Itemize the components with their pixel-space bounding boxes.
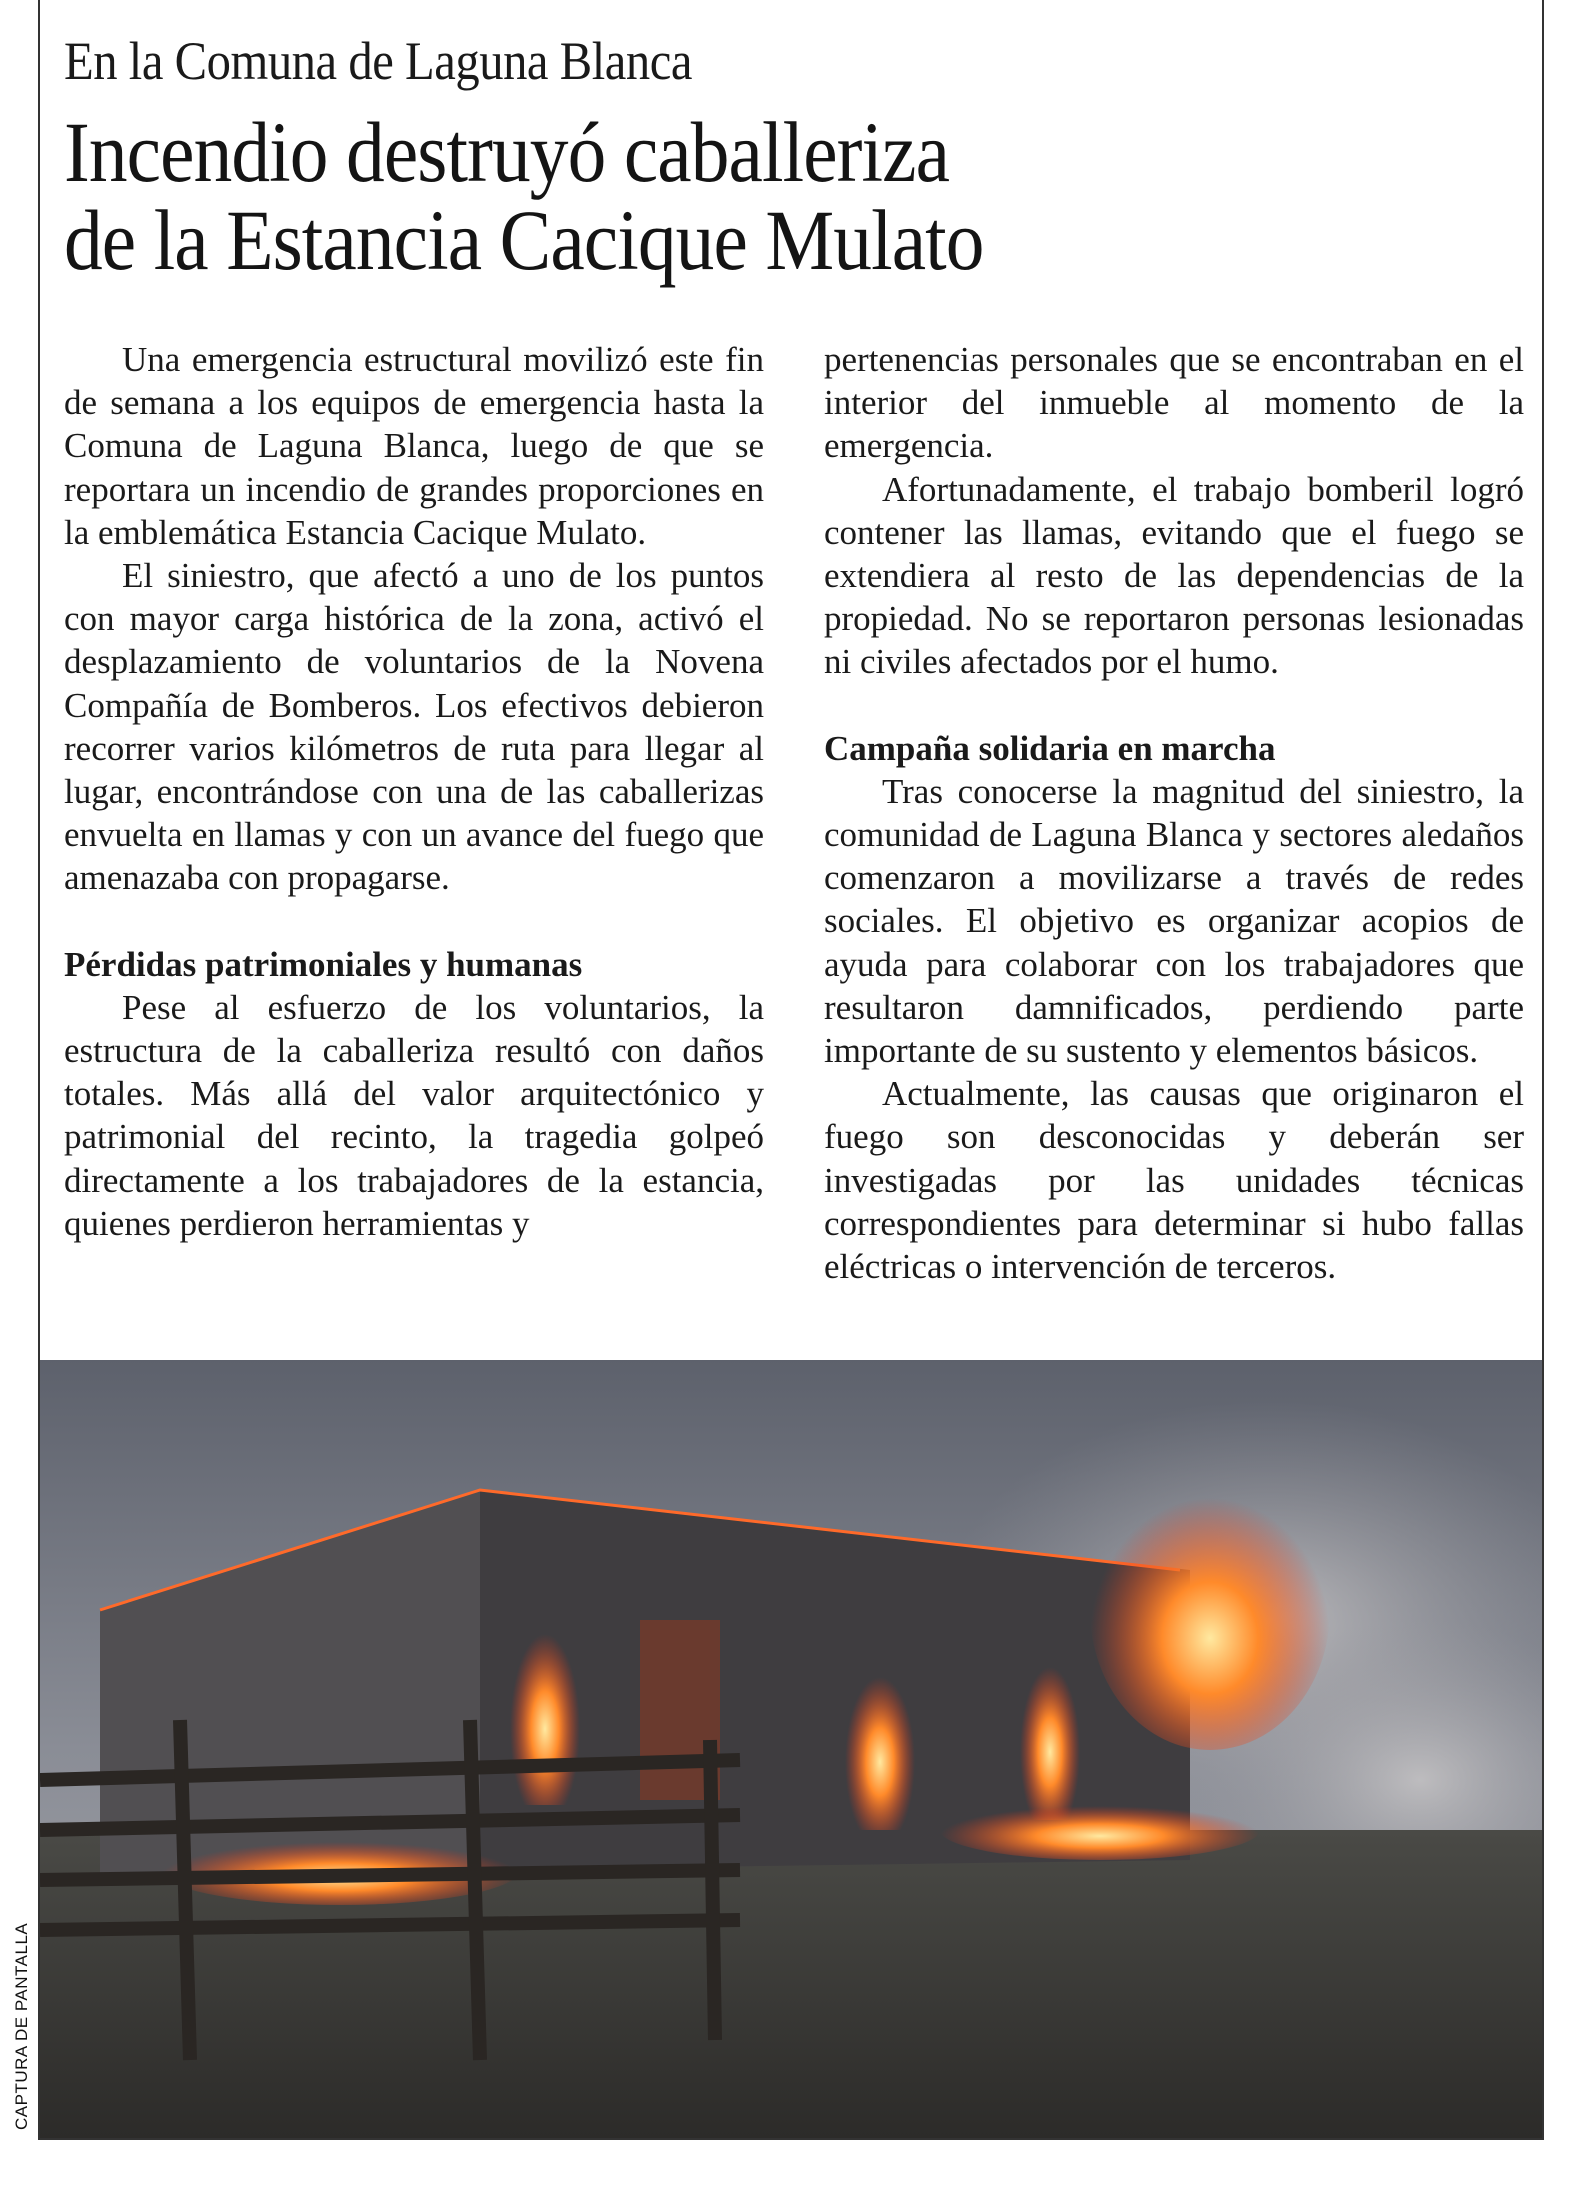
roof-blaze <box>1090 1470 1330 1750</box>
paragraph-5: Tras conocerse la magnitud del siniestro, la comunidad de Laguna Blanca y sectores aledaños comenzaron a movilizarse a través de redes sociales. El objetivo es organizar acopios de ayuda para colaborar con los trabajadores que resultaron damnificados, perdiendo parte importante de su sustento y elementos básicos. <box>824 771 1524 1071</box>
paragraph-3-continued: pertenencias personales que se encontraban en el interior del inmueble al momento de la emergencia. <box>824 340 1524 466</box>
paragraph-6: Actualmente, las causas que originaron el fuego son desconocidas y deberán ser investigadas por las unidades técnicas correspondientes para determinar si hubo fallas eléctricas o intervención de terceros. <box>824 1074 1524 1287</box>
ground-blaze <box>940 1800 1260 1860</box>
article-headline <box>64 104 1234 288</box>
left-column <box>64 338 764 1245</box>
paragraph-2: El siniestro, que afectó a uno de los puntos con mayor carga histórica de la zona, activó el desplazamiento de voluntarios de la Novena Compañía de Bomberos. Los efectivos debieron recorrer varios kilómetros de ruta para llegar al lugar, encontrándose con una de las caballerizas envuelta en llamas y con un avance del fuego que amenazaba con propagarse. <box>64 556 764 898</box>
window-fire-3 <box>1020 1650 1080 1820</box>
right-column <box>824 338 1524 1288</box>
fire-photo <box>40 1360 1542 2138</box>
photo-credit: CAPTURA DE PANTALLA <box>12 1922 31 2130</box>
subhead-campana: Campaña solidaria en marcha <box>824 728 1276 768</box>
burning-stable-illustration <box>40 1360 1542 2138</box>
paragraph-4: Afortunadamente, el trabajo bomberil logró contener las llamas, evitando que el fuego se extendiera al resto de las dependencias de la propiedad. No se reportaron personas lesionadas ni civiles afectados por el humo. <box>824 469 1524 682</box>
headline-line-2: de la Estancia Cacique Mulato <box>64 192 984 288</box>
article-kicker: En la Comuna de Laguna Blanca <box>64 31 692 91</box>
headline-line-1: Incendio destruyó caballeriza <box>64 104 950 200</box>
subhead-perdidas: Pérdidas patrimoniales y humanas <box>64 944 583 984</box>
window-fire-2 <box>845 1660 915 1830</box>
paragraph-1: Una emergencia estructural movilizó este fin de semana a los equipos de emergencia hasta la Comuna de Laguna Blanca, luego de que se reportara un incendio de grandes proporciones en la emblemática Estancia Cacique Mulato. <box>64 340 764 552</box>
window-fire-1 <box>510 1615 580 1805</box>
paragraph-3: Pese al esfuerzo de los voluntarios, la estructura de la caballeriza resultó con daños totales. Más allá del valor arquitectónico y patrimonial del recinto, la tragedia golpeó directamente a los trabajadores de la estancia, quienes perdieron herramientas y <box>64 987 764 1243</box>
